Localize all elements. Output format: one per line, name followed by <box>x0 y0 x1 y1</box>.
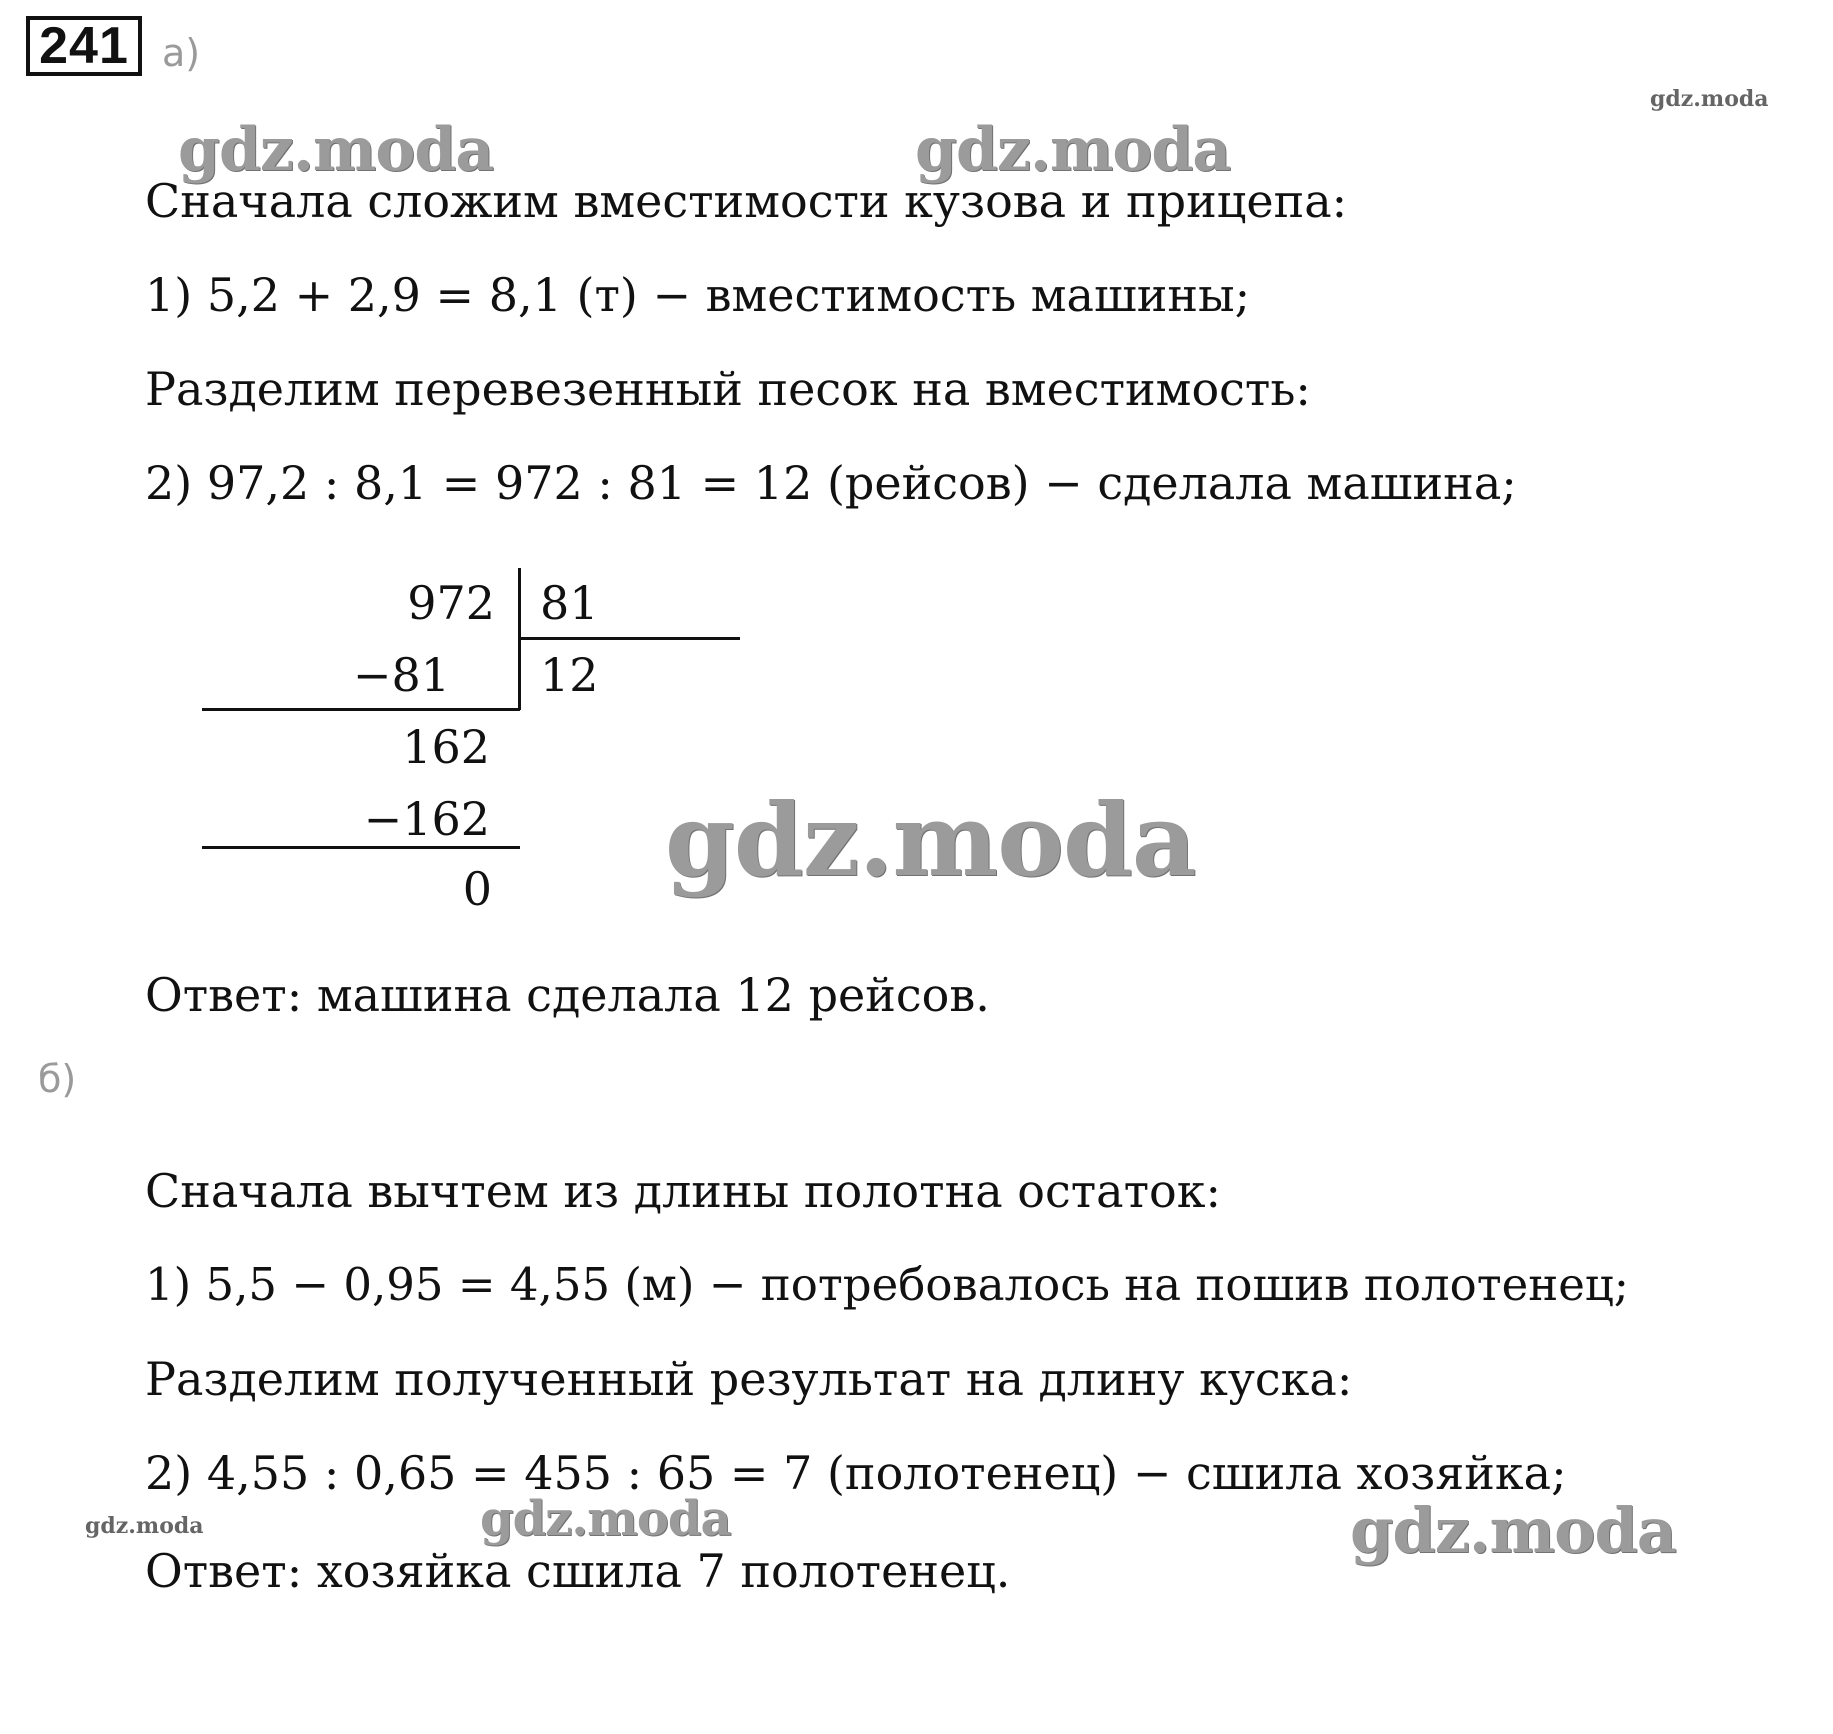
division-step2-subtract: −162 <box>363 792 490 846</box>
watermark: gdz.moda <box>85 1513 204 1539</box>
watermark: gdz.moda <box>915 115 1231 185</box>
division-step1-remainder: 162 <box>402 720 490 774</box>
watermark: gdz.moda <box>480 1491 731 1547</box>
division-step1-subtract: −81 <box>352 648 450 702</box>
division-dividend: 972 <box>407 576 495 630</box>
watermark: gdz.moda <box>1650 86 1769 112</box>
watermark: gdz.moda <box>665 781 1196 899</box>
part-a-answer: Ответ: машина сделала 12 рейсов. <box>145 968 990 1022</box>
part-a-line-2: 1) 5,2 + 2,9 = 8,1 (т) − вместимость машины; <box>145 268 1251 322</box>
division-divisor-underline <box>518 637 740 640</box>
part-a-label: а) <box>162 31 201 75</box>
part-b-label: б) <box>38 1057 77 1101</box>
division-quotient: 12 <box>540 648 599 702</box>
division-step2-rule <box>202 846 520 849</box>
watermark: gdz.moda <box>1350 1494 1676 1567</box>
part-b-line-1: Сначала вычтем из длины полотна остаток: <box>145 1164 1221 1218</box>
part-b-line-2: 1) 5,5 − 0,95 = 4,55 (м) − потребовалось на пошив полотенец; <box>145 1258 1629 1311</box>
division-divisor: 81 <box>540 576 599 630</box>
part-a-line-3: Разделим перевезенный песок на вместимость: <box>145 362 1311 416</box>
problem-number: 241 <box>26 16 142 76</box>
watermark: gdz.moda <box>178 115 494 185</box>
part-b-answer: Ответ: хозяйка сшила 7 полотенец. <box>145 1544 1011 1598</box>
division-final-remainder: 0 <box>462 862 492 916</box>
part-a-line-1: Сначала сложим вместимости кузова и прицепа: <box>145 174 1348 228</box>
part-a-line-4: 2) 97,2 : 8,1 = 972 : 81 = 12 (рейсов) − сделала машина; <box>145 456 1517 510</box>
division-step1-rule <box>202 708 520 711</box>
part-b-line-4: 2) 4,55 : 0,65 = 455 : 65 = 7 (полотенец) − сшила хозяйка; <box>145 1446 1567 1500</box>
part-b-line-3: Разделим полученный результат на длину куска: <box>145 1352 1353 1406</box>
